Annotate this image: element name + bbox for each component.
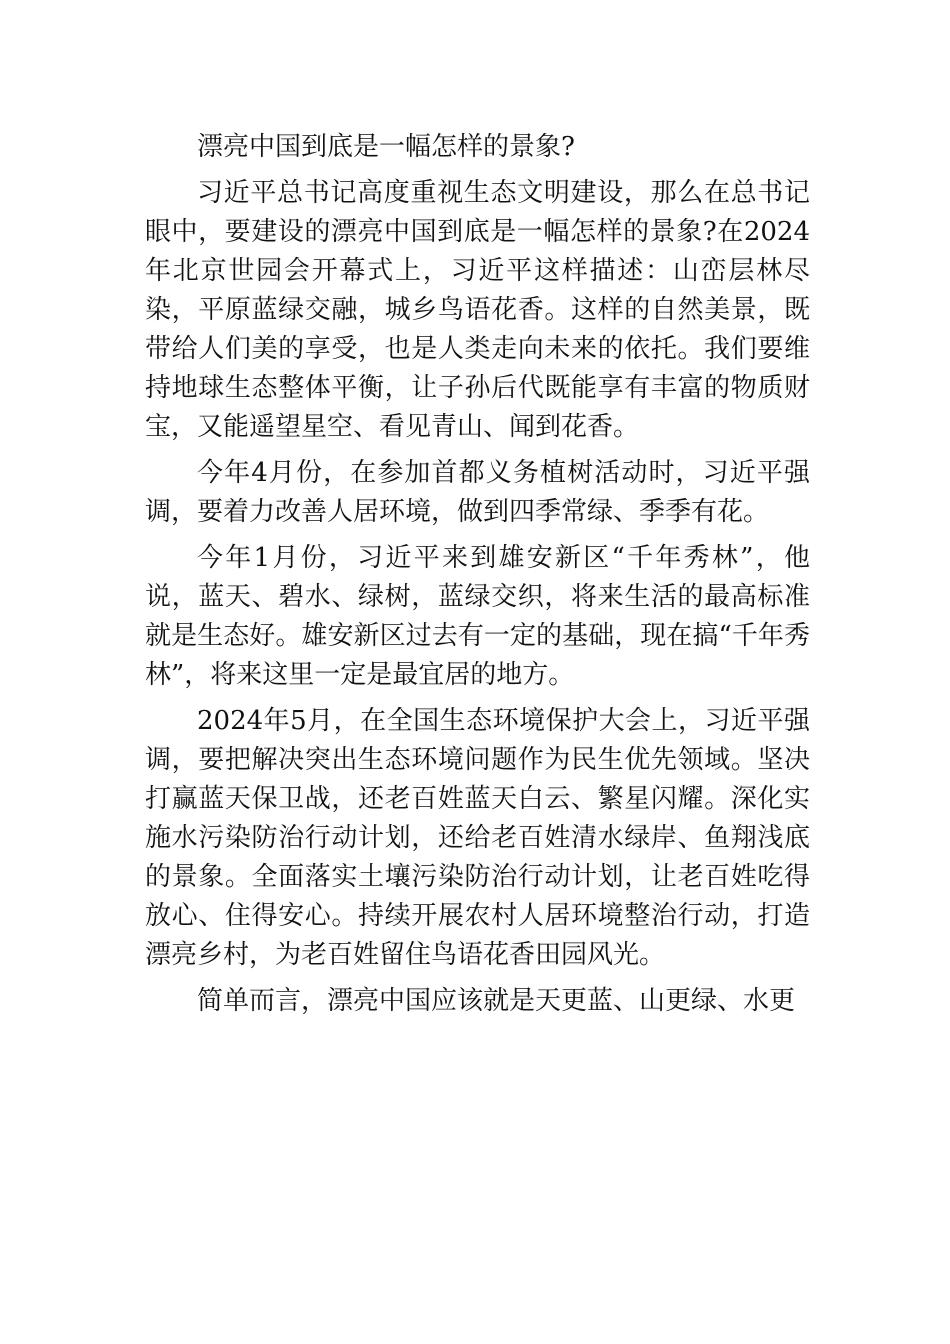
paragraph-summary: 简单而言，漂亮中国应该就是天更蓝、山更绿、水更 xyxy=(197,986,796,1016)
document-body xyxy=(145,128,810,1028)
paragraph-environment-conference: 2024年5月，在全国生态环境保护大会上，习近平强调，要把解决突出生态环境问题作为民生优先领域。坚决打赢蓝天保卫战，还老百姓蓝天白云、繁星闪耀。深化实施水污染防治行动计划，还给老百姓清水绿岸、鱼翔浅底的景象。全面落实土壤污染防治行动计划，让老百姓吃得放心、住得安心。持续开展农村人居环境整治行动，打造漂亮乡村，为老百姓留住鸟语花香田园风光。 xyxy=(145,706,810,970)
paragraph-tree-planting: 今年4月份，在参加首都义务植树活动时，习近平强调，要着力改善人居环境，做到四季常绿、季季有花。 xyxy=(145,458,810,527)
paragraph-heading-question: 漂亮中国到底是一幅怎样的景象? xyxy=(197,132,575,162)
paragraph-xiongan-forest: 今年1月份，习近平来到雄安新区“千年秀林”，他说，蓝天、碧水、绿树，蓝绿交织，将来生活的最高标准就是生态好。雄安新区过去有一定的基础，现在搞“千年秀林”，将来这里一定是最宜居的地方。 xyxy=(145,543,810,690)
paragraph-beautiful-china-description: 习近平总书记高度重视生态文明建设，那么在总书记眼中，要建设的漂亮中国到底是一幅怎样的景象?在2024年北京世园会开幕式上，习近平这样描述：山峦层林尽染，平原蓝绿交融，城乡鸟语花香。这样的自然美景，既带给人们美的享受，也是人类走向未来的依托。我们要维持地球生态整体平衡，让子孙后代既能享有丰富的物质财宝，又能遥望星空、看见青山、闻到花香。 xyxy=(145,178,810,442)
